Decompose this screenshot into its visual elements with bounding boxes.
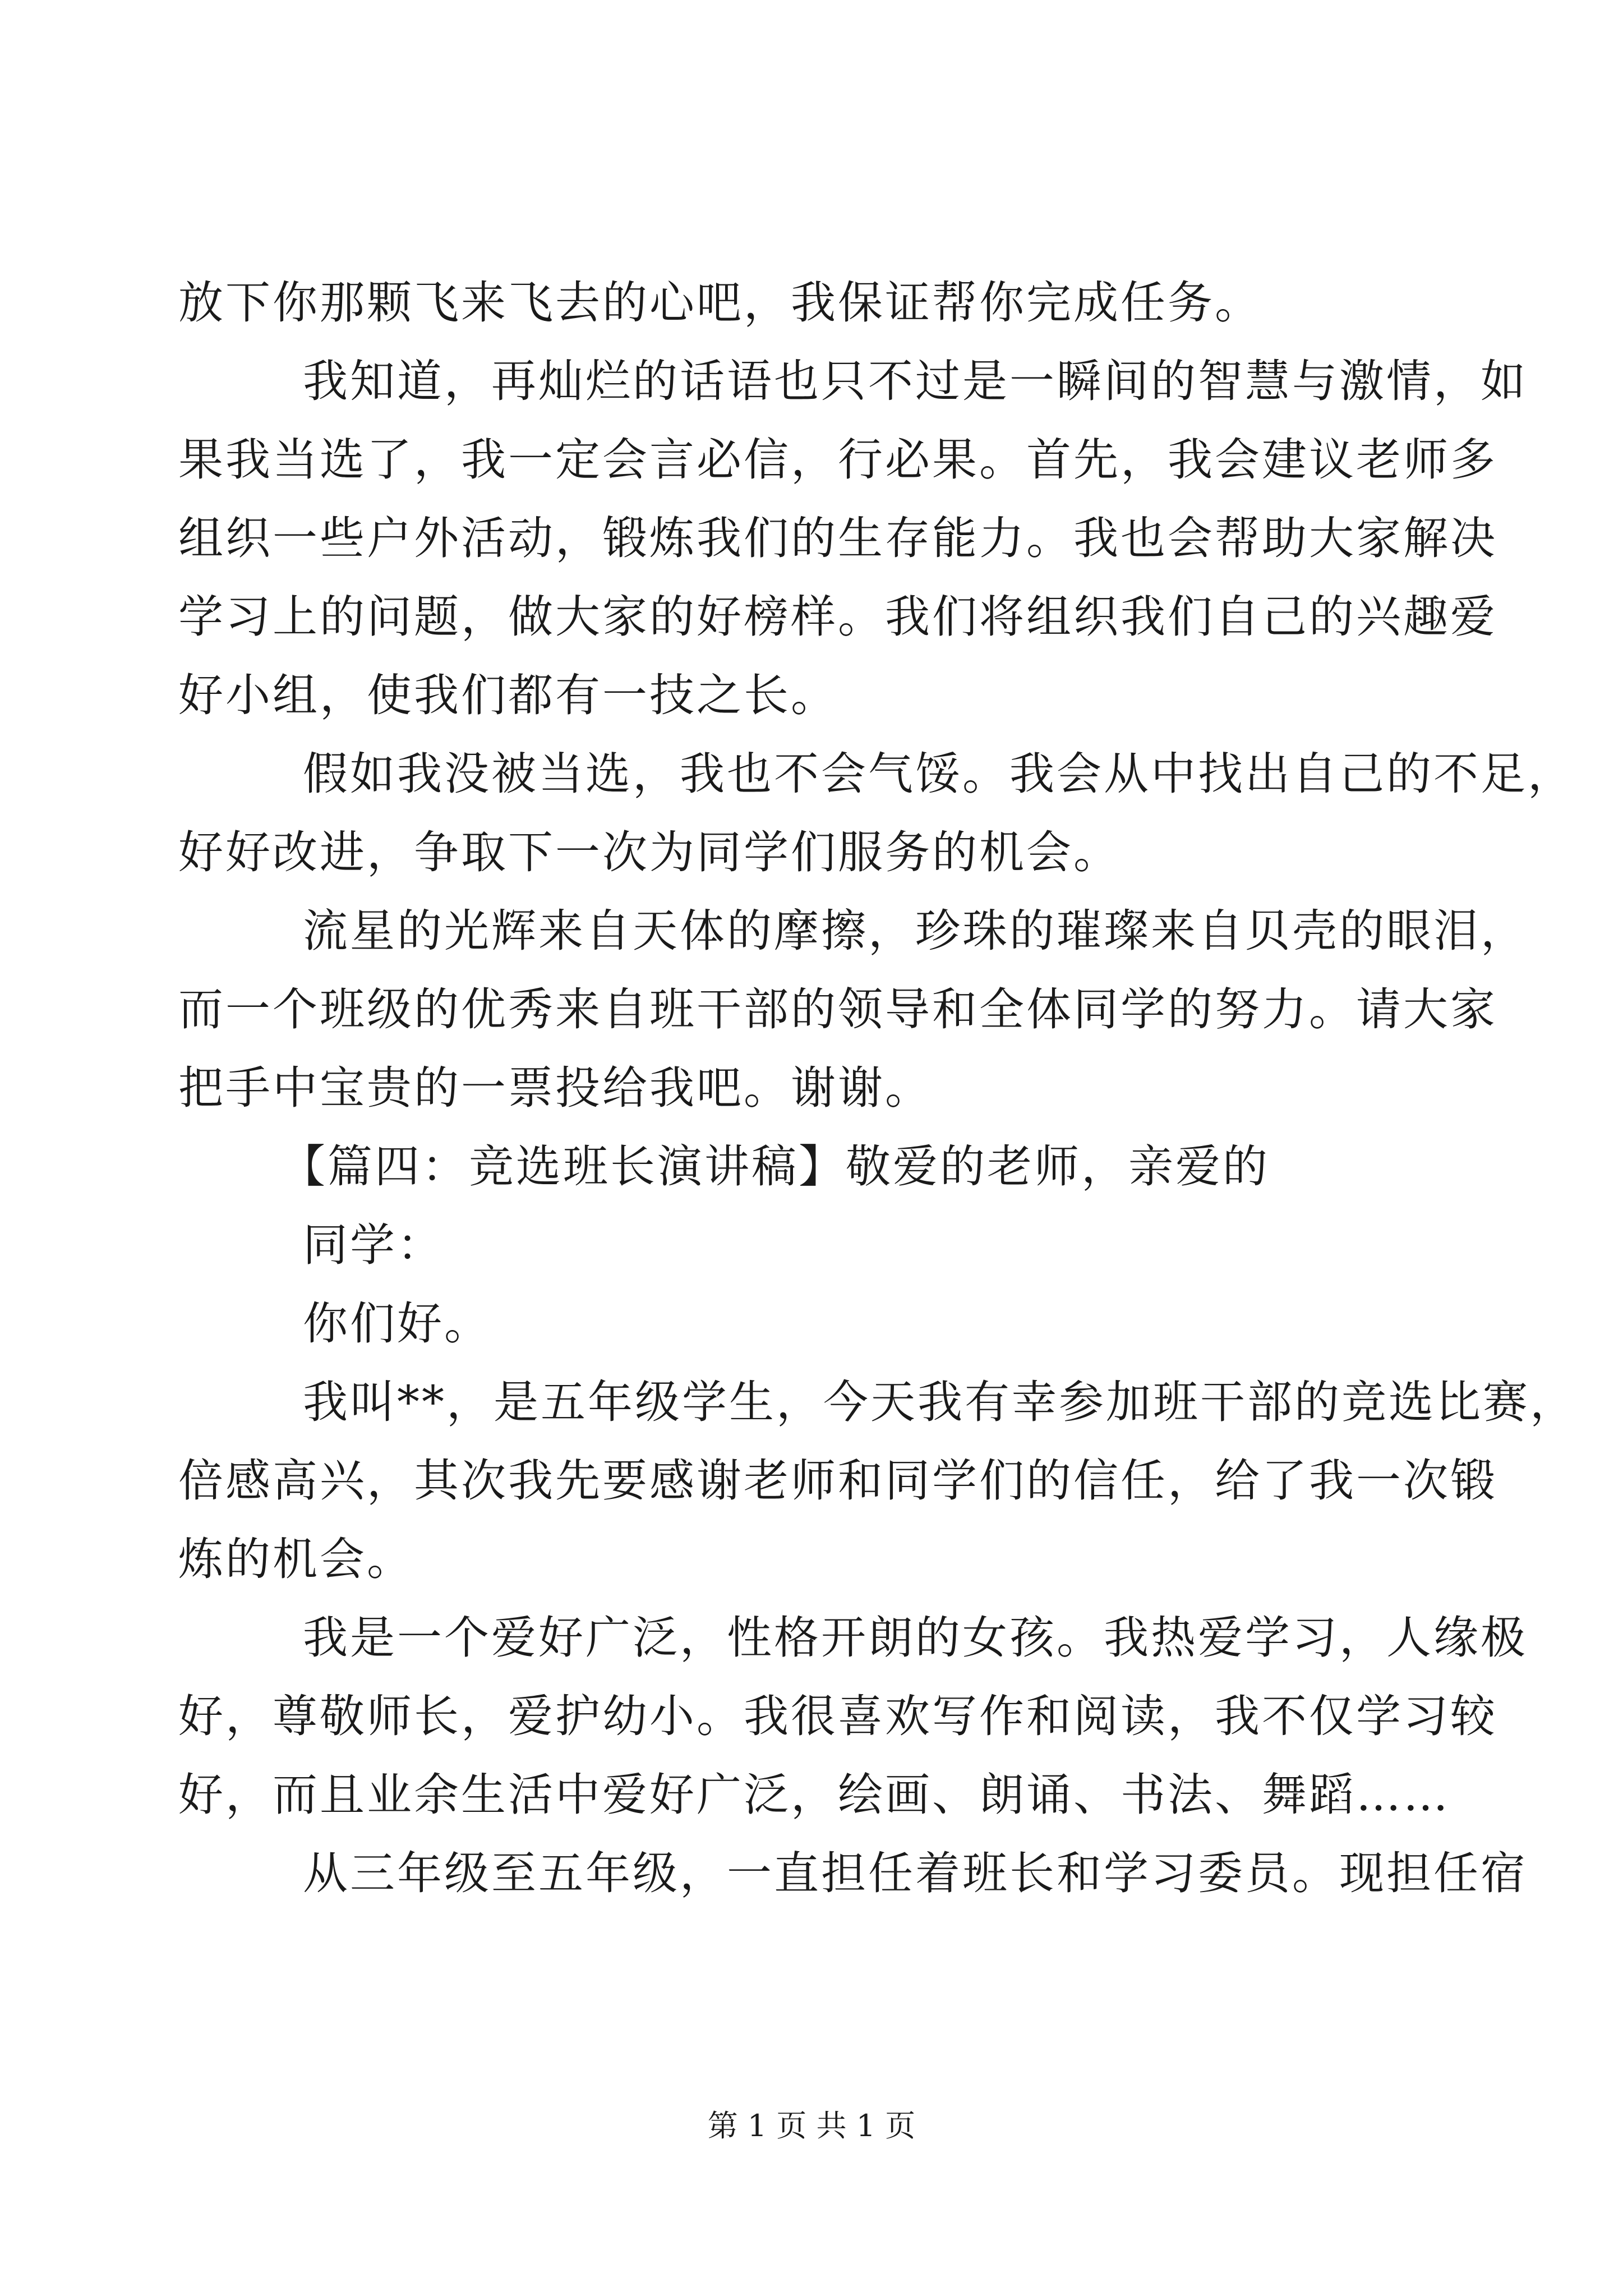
body-line: 流星的光辉来自天体的摩擦，珍珠的璀璨来自贝壳的眼泪， — [303, 905, 1528, 957]
salutation-line: 同学： — [303, 1219, 444, 1271]
body-line: 好好改进，争取下一次为同学们服务的机会。 — [178, 826, 1121, 878]
body-line: 而一个班级的优秀来自班干部的领导和全体同学的努力。请大家 — [178, 983, 1497, 1036]
body-line: 我知道，再灿烂的话语也只不过是一瞬间的智慧与激情，如 — [303, 355, 1528, 407]
body-line: 放下你那颗飞来飞去的心吧，我保证帮你完成任务。 — [178, 277, 1262, 329]
body-line: 学习上的问题，做大家的好榜样。我们将组织我们自己的兴趣爱 — [178, 591, 1497, 643]
body-line: 从三年级至五年级，一直担任着班长和学习委员。现担任宿 — [303, 1847, 1528, 1899]
body-line: 好，而且业余生活中爱好广泛，绘画、朗诵、书法、舞蹈…… — [178, 1769, 1450, 1821]
body-line: 炼的机会。 — [178, 1533, 414, 1585]
body-line: 组织一些户外活动，锻炼我们的生存能力。我也会帮助大家解决 — [178, 512, 1497, 564]
body-line: 好，尊敬师长，爱护幼小。我很喜欢写作和阅读，我不仅学习较 — [178, 1690, 1497, 1742]
page-number-footer: 第 1 页 共 1 页 — [707, 2108, 916, 2143]
greeting-line: 你们好。 — [303, 1297, 491, 1350]
body-line: 把手中宝贵的一票投给我吧。谢谢。 — [178, 1062, 932, 1114]
section-heading-line: 【篇四：竞选班长演讲稿】敬爱的老师，亲爱的 — [280, 1140, 1270, 1193]
body-line: 好小组，使我们都有一技之长。 — [178, 669, 838, 721]
body-line: 果我当选了，我一定会言必信，行必果。首先，我会建议老师多 — [178, 434, 1497, 486]
body-line: 倍感高兴，其次我先要感谢老师和同学们的信任，给了我一次锻 — [178, 1455, 1497, 1507]
body-line: 我是一个爱好广泛，性格开朗的女孩。我热爱学习，人缘极 — [303, 1612, 1528, 1664]
body-line: 我叫**，是五年级学生，今天我有幸参加班干部的竞选比赛， — [303, 1376, 1577, 1428]
body-line: 假如我没被当选，我也不会气馁。我会从中找出自己的不足， — [303, 748, 1575, 800]
